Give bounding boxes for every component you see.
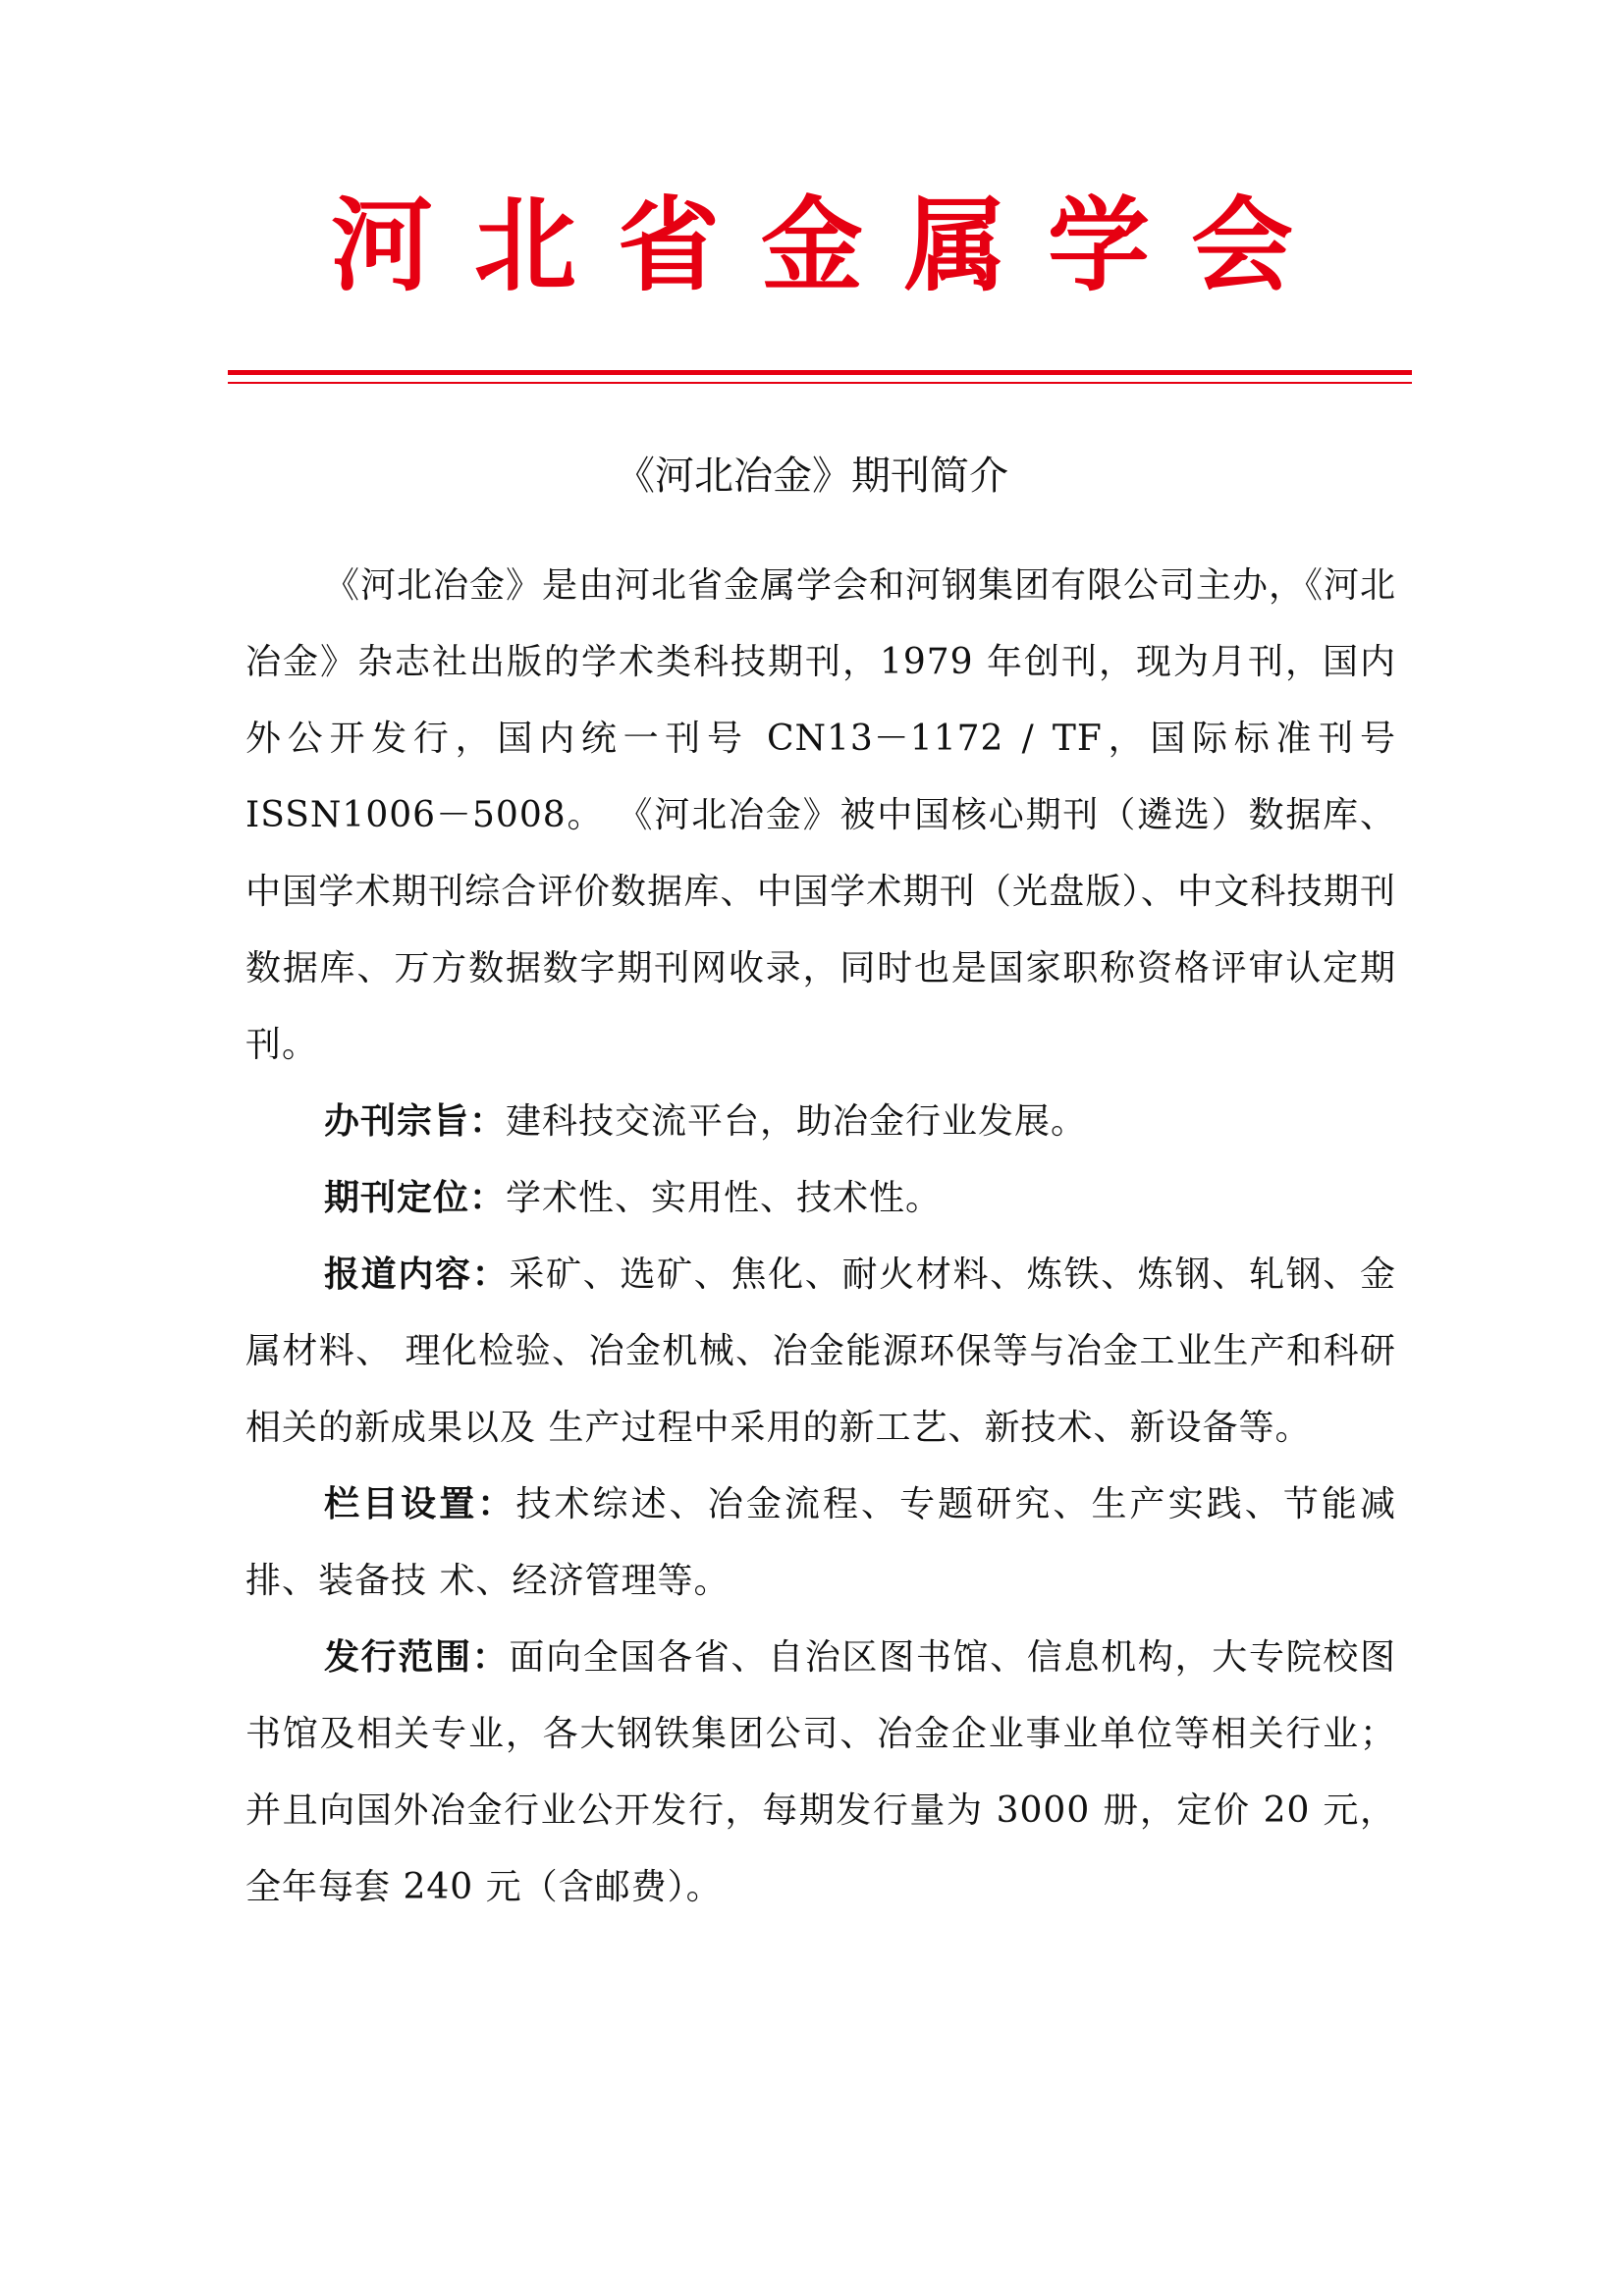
section-distribution-text: 面向全国各省、自治区图书馆、信息机构，大专院校图书馆及相关专业，各大钢铁集团公司、冶金企业事业单位等相关行业；并且向国外冶金行业公开发行，每期发行量为 3000 册，定价 20 元，全年每套 240 元（含邮费）。 <box>245 1637 1396 1907</box>
document-body <box>245 548 1396 1926</box>
section-purpose-label: 办刊宗旨： <box>324 1101 507 1142</box>
section-columns-text: 技术综述、冶金流程、专题研究、生产实践、节能减排、装备技 术、经济管理等。 <box>245 1484 1396 1601</box>
section-positioning-label: 期刊定位： <box>324 1178 507 1218</box>
section-coverage-label: 报道内容： <box>324 1255 510 1295</box>
letterhead-org-name: 河北省金属学会 <box>330 185 1334 305</box>
letterhead-rule-thin <box>228 382 1412 384</box>
section-coverage <box>245 1237 1396 1467</box>
intro-paragraph: 《河北冶金》是由河北省金属学会和河钢集团有限公司主办，《河北冶金》杂志社出版的学术类科技期刊，1979 年创刊，现为月刊，国内外公开发行，国内统一刊号 CN13－1172 / TF，国际标准刊号 ISSN1006－5008。 《河北冶金》被中国核心期刊（遴选）数据库、中国学术期刊综合评价数据库、中国学术期刊（光盘版）、中文科技期刊数据库、万方数据数字期刊网收录，同时也是国家职称资格评审认定期刊。 <box>245 565 1397 1065</box>
section-positioning-text: 学术性、实用性、技术性。 <box>506 1178 943 1218</box>
section-columns-label: 栏目设置： <box>324 1484 516 1524</box>
letterhead-rule-thick <box>228 370 1412 375</box>
section-positioning <box>245 1160 1396 1237</box>
section-distribution <box>245 1620 1396 1926</box>
section-purpose <box>245 1084 1396 1160</box>
section-purpose-text: 建科技交流平台，助冶金行业发展。 <box>506 1101 1088 1142</box>
section-columns <box>245 1467 1396 1620</box>
section-coverage-text: 采矿、选矿、焦化、耐火材料、炼铁、炼钢、轧钢、金属材料、 理化检验、冶金机械、冶金能源环保等与冶金工业生产和科研相关的新成果以及 生产过程中采用的新工艺、新技术、新设备等。 <box>245 1255 1396 1448</box>
section-distribution-label: 发行范围： <box>324 1637 510 1678</box>
document-title: 《河北冶金》期刊简介 <box>616 454 1008 499</box>
